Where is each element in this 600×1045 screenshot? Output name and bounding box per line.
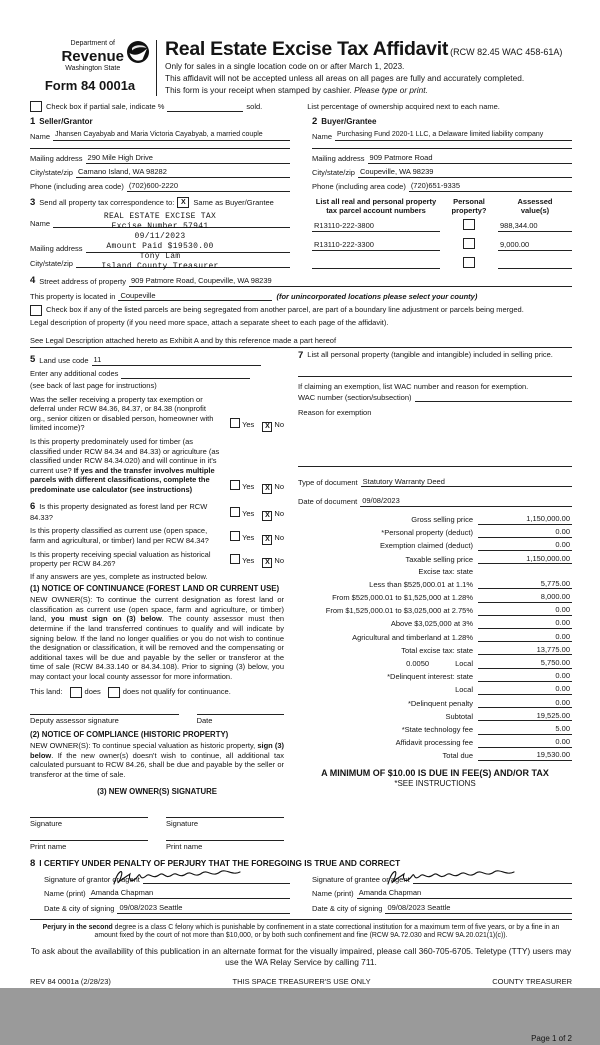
back-of-page-note: (see back of last page for instructions) xyxy=(30,381,157,391)
does-not-qualify-checkbox[interactable] xyxy=(108,687,120,698)
seller-city-value: Camano Island, WA 98282 xyxy=(76,167,290,178)
personal-property-field[interactable] xyxy=(298,362,572,377)
tier1-tax: 5,775.00 xyxy=(478,579,572,590)
stamp-line-6: Island County Treasurer xyxy=(101,261,219,271)
exemption-claimed-deduct: 0.00 xyxy=(478,540,572,551)
parcels-col2-header: Personal property? xyxy=(451,196,487,216)
total-due: 19,530.00 xyxy=(478,750,572,761)
buyer-grantee-section xyxy=(312,116,572,192)
additional-codes-label: Enter any additional codes xyxy=(30,369,119,379)
street-address-value: 909 Patmore Road, Coupeville, WA 98239 xyxy=(129,276,572,287)
reason-for-exemption-label: Reason for exemption xyxy=(298,408,372,418)
local-rate: 0.0050 xyxy=(406,659,430,668)
minimum-due-note: A MINIMUM OF $10.00 IS DUE IN FEE(S) AND/OR TAX xyxy=(321,767,549,778)
right-column xyxy=(298,350,572,852)
if-yes-note: If any answers are yes, complete as instructed below. xyxy=(30,571,208,581)
header-note-3: This form is your receipt when stamped by cashier. Please type or print. xyxy=(165,85,428,96)
seller-name-label: Name xyxy=(30,131,51,141)
affidavit-processing-fee: 0.00 xyxy=(478,737,572,748)
dor-logo-icon xyxy=(126,40,150,67)
land-use-value: 11 xyxy=(92,355,261,366)
left-column: 5 Land use code 11 Enter any additional codes (see back of last page for instructions) Was the seller receiving a property tax exemption or deferral under RCW 84.36, 84.37, or 84.38 (nonprofit org., senior citizen or disabled person, homeowner with limited income)? Yes X No Is this property predominately used for timber (as classified under RCW 84.34 and 84.33) or agriculture (as classified under RCW 84.34.020) and will continue in it's current use? If yes and the transfer involves multiple parcels with different classifications, complete the predominate use calculator (see instructions) Yes X No 6 Is this property designated as forest land per RCW 84.33? Yes X No Is this property classified as current use (open space, farm and agricultural, or timber) land per RCW 84.34? Yes X No Is this property receiving special valuation as historical property per RCW 84.26? Yes X No If any answers are yes, complete as instructed below. (1) NOTICE OF CONTINUANCE (FOREST LAND OR CURRENT USE) NEW OWNER(S): To continue the current designation as forest land or classification as current use (open space, farm and agriculture, or timber) land, you must sign on (3) below. The county assessor must then determine if the land transferred continues to qualify and will indicate by signing below. If the land no longer qualifies or you do not wish to continue the designation or classification, it will be removed and the compensating or additional taxes will be due and payable by the seller or transferor at the time of sale (RCW 84.33.140 or 84.34.108). Prior to signing (3) below, you may contact your local county assessor for more information. This land: does does not qualify for continuance. Deputy assessor signature Date (2) NOTICE OF COMPLIANCE (HISTORIC PROPERTY) NEW OWNER(S): To continue special valuation as historic property, sign (3) below. If the new owner(s) doesn't wish to continue, all additional tax calculated pursuant to RCW 84.26, shall be due and payable by the seller or transferor at the time of sale. (3) NEW OWNER(S) SIGNATURE Signature Signature Print name Print name xyxy=(30,353,284,852)
section-8-number: 8 xyxy=(30,857,36,869)
certify-statement: I CERTIFY UNDER PENALTY OF PERJURY THAT THE FOREGOING IS TRUE AND CORRECT xyxy=(39,857,401,868)
grantee-date-city-label: Date & city of signing xyxy=(312,904,383,914)
grantor-name-print-value: Amanda Chapman xyxy=(89,888,290,899)
current-use-yes-checkbox[interactable] xyxy=(230,531,240,541)
assessed-value-2: 9,000.00 xyxy=(498,240,572,251)
historical-question: Is this property receiving special valuation as historical property per RCW 84.26? xyxy=(30,549,211,569)
does-not-label: does not qualify for continuance. xyxy=(122,687,231,697)
buyer-phone-label: Phone (including area code) xyxy=(312,182,406,192)
new-owner-signature-2[interactable]: Signature xyxy=(166,817,284,829)
parcels-section xyxy=(312,197,572,271)
buyer-mailing-value: 909 Patmore Road xyxy=(368,153,572,164)
section-2-title: Buyer/Grantee xyxy=(321,116,377,126)
form-number: Form 84 0001a xyxy=(44,77,136,93)
form-title-rcw: (RCW 82.45 WAC 458-61A) xyxy=(450,47,563,57)
current-use-no-checkbox[interactable]: X xyxy=(262,535,272,545)
dept-of-label: Department of xyxy=(70,40,115,47)
new-owner-print-name-2[interactable]: Print name xyxy=(166,840,284,852)
parcels-col3-header: Assessed value(s) xyxy=(517,196,553,216)
seller-mailing-value: 290 Mile High Drive xyxy=(86,153,290,164)
buyer-phone-value: (720)651-9335 xyxy=(409,181,572,192)
treasurer-use-only-label: THIS SPACE TREASURER'S USE ONLY xyxy=(232,976,371,986)
state-technology-fee: 5.00 xyxy=(478,724,572,735)
partial-sale-label: Check box if partial sale, indicate % xyxy=(46,102,165,112)
seller-mailing-label: Mailing address xyxy=(30,153,83,163)
assessed-value-1: 988,344.00 xyxy=(498,221,572,232)
tier2-tax: 8,000.00 xyxy=(478,592,572,603)
exemption-no-checkbox[interactable]: X xyxy=(262,422,272,432)
section-3-label: Send all property tax correspondence to: xyxy=(39,198,175,207)
personal-property-checkbox-3[interactable] xyxy=(463,257,475,268)
correspondence-mailing-label: Mailing address xyxy=(30,243,83,253)
seller-phone-label: Phone (including area code) xyxy=(30,182,124,192)
county-treasurer-label: COUNTY TREASURER xyxy=(492,976,572,986)
deputy-date-line[interactable]: Date xyxy=(197,714,284,726)
new-owners-signature-title: (3) NEW OWNER(S) SIGNATURE xyxy=(97,786,217,796)
this-land-label: This land: xyxy=(30,687,63,697)
buyer-city-label: City/state/zip xyxy=(312,168,355,178)
assessed-value-3[interactable] xyxy=(498,259,572,269)
parcel-number-1: R13110-222-3800 xyxy=(312,221,440,232)
agricultural-tax: 0.00 xyxy=(478,632,572,643)
seller-name-value: Jhansen Cayabyab and Maria Victoria Cayabyab, a married couple xyxy=(53,131,290,141)
notice-continuance-body: NEW OWNER(S): To continue the current designation as forest land or classification as current use (open space, farm and agriculture, or timber) land, you must sign on (3) below. The county assessor must then determine if the land transferred continues to qualify and will indicate by signing below. If the land no longer qualifies or you do not wish to continue the designation or classification, it will be removed and the compensating or additional taxes will be due and payable by the seller or transferor at the time of sale (RCW 84.33.140 or 84.34.108). Prior to signing (3) below, you may contact your local county assessor for more information. xyxy=(30,595,284,682)
date-of-document-label: Date of document xyxy=(298,497,358,507)
stamp-line-5: Tony Lam xyxy=(139,251,181,261)
legal-description-label: Legal description of property (if you need more space, attach a separate sheet to each page of the affidavit). xyxy=(30,317,389,327)
type-of-document-value: Statutory Warranty Deed xyxy=(361,477,572,488)
exemption-yes-checkbox[interactable] xyxy=(230,418,240,428)
sold-label: sold. xyxy=(246,102,263,112)
forest-no-checkbox[interactable]: X xyxy=(262,511,272,521)
accessibility-note: To ask about the availability of this publication in an alternate format for the visually impaired, please call 360-705-6705. Teletype (TTY) users may use the WA Relay Service by calling 711. xyxy=(30,946,572,968)
timber-agriculture-question: Is this property predominately used for timber (as classified under RCW 84.34 and 84.33) or agriculture (as classified under RCW 84.34.020) and will continue in it's current use? If yes and the transfer involves multiple parcels with different classifications, complete the predominate use calculator (see instructions) xyxy=(30,437,220,494)
date-of-document-value: 09/08/2023 xyxy=(360,496,572,507)
partial-sale-row xyxy=(30,101,572,112)
type-of-document-label: Type of document xyxy=(298,477,358,487)
total-excise-tax-state: 13,775.00 xyxy=(478,645,572,656)
does-qualify-checkbox[interactable] xyxy=(70,687,82,698)
seller-grantor-section xyxy=(30,116,290,192)
personal-property-intro: List all personal property (tangible and intangible) included in selling price. xyxy=(307,349,553,359)
tax-computation: Gross selling price 1,150,000.00 *Personal property (deduct) 0.00 Exemption claimed (deduct) 0.00 Taxable selling price 1,150,000.00 Excise tax: state Less than $525,000.01 at 1.1% 5,775.00 From $525,000.01 to $1,525,000 at 1.28% 8,000.00 From $1,525,000.01 to $3,025,000 at 2.75% 0.00 Above $3,025,000 at 3% 0.00 Agricultural and timberland at 1.28% 0.00 Total excise tax: state 13,775.00 0.0050 Local 5,750.00 *Delinquent interest: state 0.00 Local 0.00 *Delinquent penalty 0.00 Subtotal 19,525.00 *State technology fee 5.00 Affidavit processing fee 0.00 Total due 19,530.00 xyxy=(325,513,570,761)
tax-correspondence-section xyxy=(30,197,290,271)
form-header xyxy=(30,40,572,96)
seller-city-label: City/state/zip xyxy=(30,168,73,178)
additional-codes-field[interactable] xyxy=(121,370,250,379)
land-use-label: Land use code xyxy=(39,356,89,366)
reason-for-exemption-field[interactable] xyxy=(298,418,572,467)
subtotal: 19,525.00 xyxy=(478,711,572,722)
partial-sale-checkbox[interactable] xyxy=(30,101,42,112)
ownership-note: List percentage of ownership acquired next to each name. xyxy=(307,102,500,112)
seller-phone-value: (702)600-2220 xyxy=(127,181,290,192)
type-or-print-note: Please type or print. xyxy=(354,85,428,96)
partial-sale-percent-field[interactable] xyxy=(167,103,243,112)
personal-property-deduct: 0.00 xyxy=(478,527,572,538)
notice-continuance-title: (1) NOTICE OF CONTINUANCE (FOREST LAND OR CURRENT USE) xyxy=(30,584,280,594)
stamp-line-2: Excise Number 57941 xyxy=(111,221,209,231)
tier3-tax: 0.00 xyxy=(478,605,572,616)
exemption-note: If claiming an exemption, list WAC number and reason for exemption. xyxy=(298,381,529,391)
form-title: Real Estate Excise Tax Affidavit xyxy=(165,38,449,60)
historical-yes-checkbox[interactable] xyxy=(230,554,240,564)
notice-compliance-body: NEW OWNER(S): To continue special valuation as historic property, sign (3) below. If the new owner(s) doesn't wish to continue, all additional tax calculated pursuant to RCW 84.26, shall be due and payable by the seller or transferor at the time of sale. xyxy=(30,741,284,779)
parcel-number-3[interactable] xyxy=(312,259,440,269)
section-2-number: 2 xyxy=(312,115,318,127)
local-excise-tax: 5,750.00 xyxy=(478,658,572,669)
same-as-buyer-label: Same as Buyer/Grantee xyxy=(193,198,274,207)
header-note-2: This affidavit will not be accepted unless all areas on all pages are fully and accurately completed. xyxy=(165,73,525,84)
does-label: does xyxy=(84,687,101,697)
grantee-date-city-value: 09/08/2023 Seattle xyxy=(385,903,572,914)
legal-description-value: See Legal Description attached hereto as Exhibit A and by this reference made a part hereof xyxy=(30,336,572,348)
parcels-col1-header: List all real and personal property tax parcel account numbers xyxy=(315,196,437,216)
grantee-name-print-value: Amanda Chapman xyxy=(357,888,572,899)
timber-yes-checkbox[interactable] xyxy=(230,480,240,490)
personal-property-checkbox-1[interactable] xyxy=(463,219,475,230)
grantor-name-print-label: Name (print) xyxy=(44,889,86,899)
grantor-signature-label: Signature of grantor or agent xyxy=(44,874,140,884)
correspondence-name-label: Name xyxy=(30,218,51,228)
grantee-name-print-label: Name (print) xyxy=(312,889,354,899)
delinquent-penalty: 0.00 xyxy=(478,698,572,709)
gross-selling-price: 1,150,000.00 xyxy=(478,514,572,525)
located-in-label: This property is located in xyxy=(30,291,116,301)
buyer-name-value: Purchasing Fund 2020-1 LLC, a Delaware limited liability company xyxy=(335,131,572,141)
property-address-section xyxy=(30,275,572,348)
section-1-title: Seller/Grantor xyxy=(39,116,93,126)
section-1-number: 1 xyxy=(30,115,36,127)
street-address-label: Street address of property xyxy=(39,277,127,287)
page-number: Page 1 of 2 xyxy=(531,1034,572,1044)
excise-tax-state-header xyxy=(478,568,572,576)
segregated-label: Check box if any of the listed parcels are being segregated from another parcel, are part of a boundary line adjustment or parcels being merged. xyxy=(46,305,524,315)
forest-yes-checkbox[interactable] xyxy=(230,507,240,517)
timber-no-checkbox[interactable]: X xyxy=(262,484,272,494)
new-owner-print-name-1[interactable]: Print name xyxy=(30,840,148,852)
wac-number-field[interactable] xyxy=(415,393,572,402)
grantee-signature-field[interactable] xyxy=(413,875,572,884)
historical-no-checkbox[interactable]: X xyxy=(262,558,272,568)
delinquent-interest-local: 0.00 xyxy=(478,684,572,695)
header-note-1: Only for sales in a single location code on or after March 1, 2023. xyxy=(165,61,405,71)
wac-number-label: WAC number (section/subsection) xyxy=(298,392,412,402)
personal-property-checkbox-2[interactable] xyxy=(463,238,475,249)
certification-section xyxy=(30,858,572,914)
agency-name: Revenue xyxy=(61,47,124,65)
notice-compliance-title: (2) NOTICE OF COMPLIANCE (HISTORIC PROPERTY) xyxy=(30,730,229,740)
stamp-line-3: 09/11/2023 xyxy=(134,231,186,241)
buyer-city-value: Coupeville, WA 98239 xyxy=(358,167,572,178)
unincorporated-note: (for unincorporated locations please select your county) xyxy=(276,291,478,301)
new-owner-signature-1[interactable]: Signature xyxy=(30,817,148,829)
forest-land-question: 6 Is this property designated as forest land per RCW 84.33? xyxy=(30,500,208,522)
stamp-line-1: REAL ESTATE EXCISE TAX xyxy=(103,211,217,221)
deputy-assessor-signature-line[interactable]: Deputy assessor signature xyxy=(30,714,179,726)
buyer-mailing-label: Mailing address xyxy=(312,153,365,163)
correspondence-city-label: City/state/zip xyxy=(30,258,73,268)
segregated-checkbox[interactable] xyxy=(30,305,42,316)
grantor-date-city-label: Date & city of signing xyxy=(44,904,115,914)
tier4-tax: 0.00 xyxy=(478,618,572,629)
seller-exemption-question: Was the seller receiving a property tax exemption or deferral under RCW 84.36, 84.37, or 84.38 (nonprofit org., senior citizen or disabled person, homeowner with limited income)? xyxy=(30,394,214,433)
stamp-line-4: Amount Paid $19530.00 xyxy=(106,241,214,251)
parcel-number-2: R13110-222-3300 xyxy=(312,240,440,251)
grantee-signature-label: Signature of grantee or agent xyxy=(312,874,410,884)
rev-number: REV 84 0001a (2/28/23) xyxy=(30,976,111,986)
see-instructions-note: *SEE INSTRUCTIONS xyxy=(394,779,476,789)
section-3-number: 3 xyxy=(30,196,36,208)
section-4-number: 4 xyxy=(30,274,36,286)
section-5-number: 5 xyxy=(30,353,36,365)
footer-row xyxy=(30,977,572,987)
agency-block xyxy=(30,40,157,96)
located-in-value: Coupeville xyxy=(118,291,272,302)
same-as-buyer-checkbox[interactable]: X xyxy=(177,197,189,208)
buyer-name-label: Name xyxy=(312,131,333,141)
perjury-statement: Perjury in the second degree is a class C felony which is punishable by confinement in a state correctional institution for a maximum term of five years, or by a fine in an amount fixed by the court of not more than $10,000, or by both such confinement and fine (RCW 9A.72.030 and RCW 9A.20.021(1)(c)). xyxy=(42,923,560,940)
state-label: Washington State xyxy=(65,64,121,72)
treasurer-stamp xyxy=(101,212,218,272)
section-7-number: 7 xyxy=(298,349,304,361)
grantor-date-city-value: 09/08/2023 Seattle xyxy=(117,903,290,914)
taxable-selling-price: 1,150,000.00 xyxy=(478,554,572,565)
current-use-question: Is this property classified as current use (open space, farm and agricultural, or timber) land per RCW 84.34? xyxy=(30,526,209,545)
delinquent-interest-state: 0.00 xyxy=(478,671,572,682)
grantor-signature-field[interactable] xyxy=(143,875,290,884)
